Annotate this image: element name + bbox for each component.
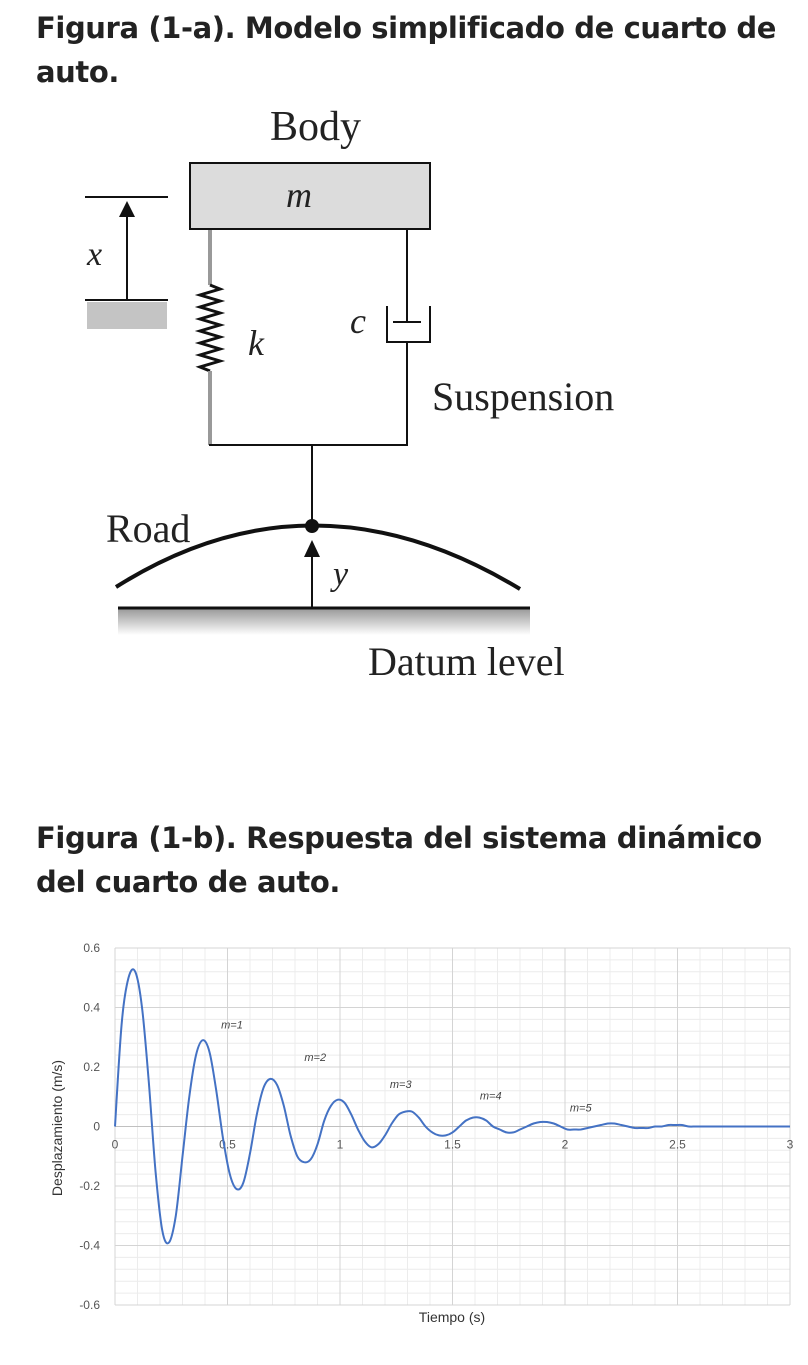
mass-annotation-label: m=5 — [569, 1102, 592, 1115]
spring-label: k — [248, 323, 264, 363]
x-axis-label: Tiempo (s) — [418, 1309, 486, 1325]
body-label: Body — [270, 104, 362, 150]
y-tick-label: -0.6 — [79, 1298, 100, 1312]
x-tick-label: 2.5 — [669, 1137, 686, 1152]
figure-b-caption: Figura (1-b). Respuesta del sistema dinámico del cuarto de auto. — [36, 821, 762, 899]
ground-block — [87, 302, 167, 329]
road-contact-point — [305, 519, 319, 533]
road-label: Road — [106, 506, 191, 551]
y-tick-label: 0.4 — [83, 1000, 100, 1015]
datum-label: Datum level — [368, 639, 565, 684]
mass-annotation-label: m=2 — [304, 1052, 327, 1065]
y-tick-label: 0.6 — [83, 941, 100, 955]
datum-shade — [118, 609, 530, 635]
x-tick-label: 0.5 — [219, 1137, 236, 1152]
mass-annotation-label: m=1 — [221, 1019, 243, 1032]
y-axis-label: Desplazamiento (m/s) — [49, 1059, 65, 1197]
quarter-car-diagram — [0, 90, 700, 690]
x-label: x — [87, 236, 103, 273]
x-tick-label: 1.5 — [444, 1137, 461, 1152]
x-tick-label: 0 — [111, 1137, 119, 1152]
x-tick-label: 2 — [561, 1137, 569, 1152]
y-arrow-head — [304, 540, 320, 557]
damper-cylinder — [387, 306, 430, 342]
y-tick-label: 0 — [93, 1119, 100, 1134]
x-tick-label: 1 — [336, 1137, 344, 1152]
x-tick-label: 3 — [786, 1137, 794, 1152]
x-arrow-head — [119, 201, 135, 217]
mass-annotation-label: m=3 — [389, 1078, 412, 1091]
y-tick-label: -0.4 — [79, 1238, 100, 1253]
figure-a-caption: Figura (1-a). Modelo simplificado de cuarto de auto. — [36, 11, 776, 89]
damper-label: c — [350, 301, 366, 341]
y-tick-label: -0.2 — [79, 1179, 100, 1193]
suspension-label: Suspension — [432, 374, 615, 419]
spring-coil — [200, 285, 220, 371]
response-chart — [0, 925, 808, 1365]
y-label: y — [333, 556, 349, 593]
x-tick-labels — [112, 1138, 794, 1152]
mass-annotation-label: m=4 — [479, 1090, 502, 1103]
y-tick-labels — [79, 941, 100, 1312]
y-tick-label: 0.2 — [83, 1060, 100, 1074]
mass-label: m — [286, 175, 312, 215]
